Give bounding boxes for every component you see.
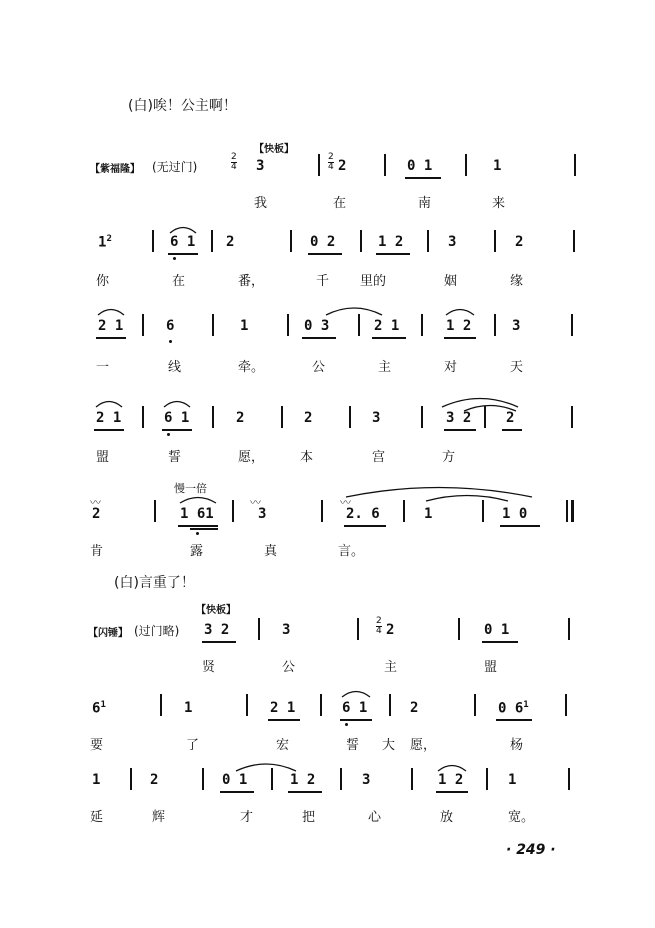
barline <box>474 694 476 716</box>
barline <box>130 768 132 790</box>
lyric: 愿， <box>410 738 437 753</box>
slur <box>94 398 124 408</box>
barline <box>258 618 260 640</box>
barline <box>427 230 429 252</box>
note: 0 1 <box>222 772 248 788</box>
barline <box>482 500 484 522</box>
barline <box>152 230 154 252</box>
beam <box>162 429 192 431</box>
note: 6 1 <box>170 234 196 250</box>
beam <box>344 525 386 527</box>
beam <box>340 719 372 721</box>
barline <box>321 500 323 522</box>
lyric: 方 <box>442 450 456 465</box>
lyric: 缘 <box>510 274 524 289</box>
lyric: 南 <box>418 196 432 211</box>
grace-note: 1 <box>100 700 106 710</box>
beam <box>436 791 468 793</box>
lyric: 宫 <box>372 450 386 465</box>
barline <box>287 314 289 336</box>
lyric: 宏 <box>276 738 290 753</box>
lyric: 我 <box>254 196 268 211</box>
spoken-line-1: (白)唉！公主啊！ <box>128 98 237 114</box>
note: 1 <box>493 158 502 174</box>
lyric: 辉 <box>152 810 166 825</box>
barline <box>573 230 575 252</box>
barline <box>212 314 214 336</box>
barline <box>320 694 322 716</box>
beam <box>178 525 218 527</box>
barline <box>349 406 351 428</box>
lyric: 对 <box>444 360 458 375</box>
note: 1 2 <box>290 772 316 788</box>
barline <box>160 694 162 716</box>
slur <box>162 398 192 408</box>
beam <box>96 337 126 339</box>
tune-note-2: (过门略) <box>134 624 180 638</box>
lyric: 要 <box>90 738 104 753</box>
note: 6 <box>166 318 175 334</box>
slur <box>340 688 372 698</box>
barline <box>212 406 214 428</box>
note: 3 2 <box>204 622 230 638</box>
lyric: 真 <box>264 544 278 559</box>
grace-note: 1 <box>523 700 529 710</box>
lyric: 把 <box>302 810 316 825</box>
time-sig-top: 2 <box>231 152 237 162</box>
beam <box>302 337 336 339</box>
slur <box>178 494 218 504</box>
lyric: 千 <box>316 274 330 289</box>
note: 1 2 <box>438 772 464 788</box>
beam <box>496 719 532 721</box>
grace-note: 2 <box>106 234 112 244</box>
barline <box>281 406 283 428</box>
slur <box>324 304 384 316</box>
tempo-marking-slow: 慢一倍 <box>174 482 207 495</box>
beam <box>502 429 522 431</box>
barline <box>486 768 488 790</box>
barline <box>358 314 360 336</box>
beam <box>500 525 540 527</box>
beam <box>482 641 518 643</box>
octave-dot <box>345 723 348 726</box>
note: 2 <box>386 622 395 638</box>
note: 2 <box>506 410 515 426</box>
lyric: 来 <box>492 196 506 211</box>
note: 3 <box>258 506 267 522</box>
barline <box>484 406 486 428</box>
lyric: 肯 <box>90 544 104 559</box>
barline <box>340 768 342 790</box>
lyric: 露 <box>190 544 204 559</box>
slur <box>436 762 468 772</box>
note: 0 1 <box>407 158 433 174</box>
note: 2 <box>515 234 524 250</box>
note: 0 3 <box>304 318 330 334</box>
note: 1 <box>184 700 193 716</box>
lyric: 愿， <box>238 450 265 465</box>
lyric: 大 <box>382 738 396 753</box>
lyric: 贤 <box>202 660 216 675</box>
barline <box>566 500 568 522</box>
trill-icon: 〰 <box>250 496 261 509</box>
lyric: 里的 <box>360 274 387 289</box>
barline <box>494 314 496 336</box>
note: 6 1 <box>164 410 190 426</box>
barline <box>494 230 496 252</box>
note: 3 <box>256 158 265 174</box>
note: 2 <box>150 772 159 788</box>
lyric: 一 <box>96 360 110 375</box>
lyric: 番， <box>238 274 265 289</box>
lyric: 盟 <box>96 450 110 465</box>
time-sig-bottom: 4 <box>328 162 334 172</box>
slur <box>424 492 510 502</box>
note: 1 2 <box>446 318 472 334</box>
beam <box>288 791 322 793</box>
beam <box>202 641 236 643</box>
octave-dot <box>173 257 176 260</box>
note: 2 <box>338 158 347 174</box>
lyric: 心 <box>368 810 382 825</box>
lyric: 了 <box>186 738 200 753</box>
note: 2 1 <box>270 700 296 716</box>
octave-dot <box>169 340 172 343</box>
lyric: 在 <box>172 274 186 289</box>
barline <box>571 314 573 336</box>
note: 1 0 <box>502 506 528 522</box>
barline <box>571 406 573 428</box>
note: 2 <box>304 410 313 426</box>
time-sig-bottom: 4 <box>376 626 382 636</box>
barline <box>360 230 362 252</box>
slur <box>168 224 198 234</box>
time-sig-top: 2 <box>328 152 334 162</box>
beam <box>168 253 198 255</box>
beam <box>308 253 342 255</box>
note: 2. 6 <box>346 506 380 522</box>
barline <box>246 694 248 716</box>
tempo-marking-1: 【快板】 <box>254 144 294 155</box>
beam <box>444 429 476 431</box>
lyric: 誓 <box>168 450 182 465</box>
beam <box>220 791 254 793</box>
tune-name-1: 【紫福隆】 <box>90 164 140 175</box>
note: 3 2 <box>446 410 472 426</box>
time-sig-top: 2 <box>376 616 382 626</box>
tune-note-1: (无过门) <box>152 160 198 174</box>
barline <box>357 618 359 640</box>
barline <box>403 500 405 522</box>
lyric: 延 <box>90 810 104 825</box>
barline <box>411 768 413 790</box>
barline <box>568 618 570 640</box>
beam <box>372 337 406 339</box>
barline <box>211 230 213 252</box>
slur <box>234 760 298 772</box>
barline <box>565 694 567 716</box>
beam <box>268 719 300 721</box>
barline <box>154 500 156 522</box>
lyric: 杨 <box>510 738 524 753</box>
barline <box>202 768 204 790</box>
note: 1 <box>424 506 433 522</box>
note: 0 2 <box>310 234 336 250</box>
lyric: 主 <box>378 360 392 375</box>
note: 2 <box>226 234 235 250</box>
beam <box>405 177 441 179</box>
beam <box>376 253 410 255</box>
barline <box>271 768 273 790</box>
note: 0 $6^1$ <box>498 700 529 717</box>
barline <box>421 406 423 428</box>
lyric: 主 <box>384 660 398 675</box>
lyric: 天 <box>510 360 524 375</box>
note: 2 1 <box>374 318 400 334</box>
tune-name-2: 【闪锤】 <box>88 628 128 639</box>
note: 2 1 <box>96 410 122 426</box>
spoken-line-2: (白)言重了！ <box>114 575 195 591</box>
note: 1 61 <box>180 506 214 522</box>
trill-icon: 〰 <box>340 496 351 509</box>
note: 1 <box>240 318 249 334</box>
lyric: 你 <box>96 274 110 289</box>
note: 3 <box>362 772 371 788</box>
note: 0 1 <box>484 622 510 638</box>
note: 3 <box>512 318 521 334</box>
beam <box>444 337 476 339</box>
lyric: 在 <box>333 196 347 211</box>
note: 2 1 <box>98 318 124 334</box>
lyric: 线 <box>168 360 182 375</box>
note: 3 <box>372 410 381 426</box>
octave-dot <box>167 433 170 436</box>
note: $6^1$ <box>92 700 106 717</box>
lyric: 公 <box>282 660 296 675</box>
lyric: 公 <box>312 360 326 375</box>
time-signature-3 <box>376 616 383 636</box>
barline <box>465 154 467 176</box>
barline <box>421 314 423 336</box>
barline <box>384 154 386 176</box>
slur <box>444 306 476 316</box>
lyric: 言。 <box>338 544 365 559</box>
beam-double <box>190 528 218 530</box>
note: 1 <box>92 772 101 788</box>
barline <box>574 154 576 176</box>
note: 3 <box>448 234 457 250</box>
note: 3 <box>282 622 291 638</box>
lyric: 才 <box>240 810 254 825</box>
note: 1 <box>508 772 517 788</box>
note: 1 2 <box>378 234 404 250</box>
barline <box>389 694 391 716</box>
lyric: 牵。 <box>238 360 265 375</box>
note: 6 1 <box>342 700 368 716</box>
note: $1^2$ <box>98 234 112 251</box>
barline <box>232 500 234 522</box>
page-number: · 249 · <box>506 842 556 858</box>
time-signature-1 <box>231 152 238 172</box>
barline <box>142 314 144 336</box>
lyric: 誓 <box>346 738 360 753</box>
lyric: 盟 <box>484 660 498 675</box>
note: 2 <box>236 410 245 426</box>
note: 2 <box>410 700 419 716</box>
barline <box>290 230 292 252</box>
lyric: 姻 <box>444 274 458 289</box>
slur <box>96 306 126 316</box>
tempo-marking-2: 【快板】 <box>196 605 236 616</box>
time-signature-2 <box>328 152 335 172</box>
beam <box>94 429 124 431</box>
lyric: 本 <box>300 450 314 465</box>
barline <box>318 154 320 176</box>
trill-icon: 〰 <box>90 496 101 509</box>
note: 2 <box>92 506 101 522</box>
lyric: 放 <box>440 810 454 825</box>
lyric: 宽。 <box>508 810 535 825</box>
barline <box>568 768 570 790</box>
time-sig-bottom: 4 <box>231 162 237 172</box>
octave-dot <box>196 532 199 535</box>
barline <box>458 618 460 640</box>
final-barline <box>571 500 574 522</box>
barline <box>142 406 144 428</box>
